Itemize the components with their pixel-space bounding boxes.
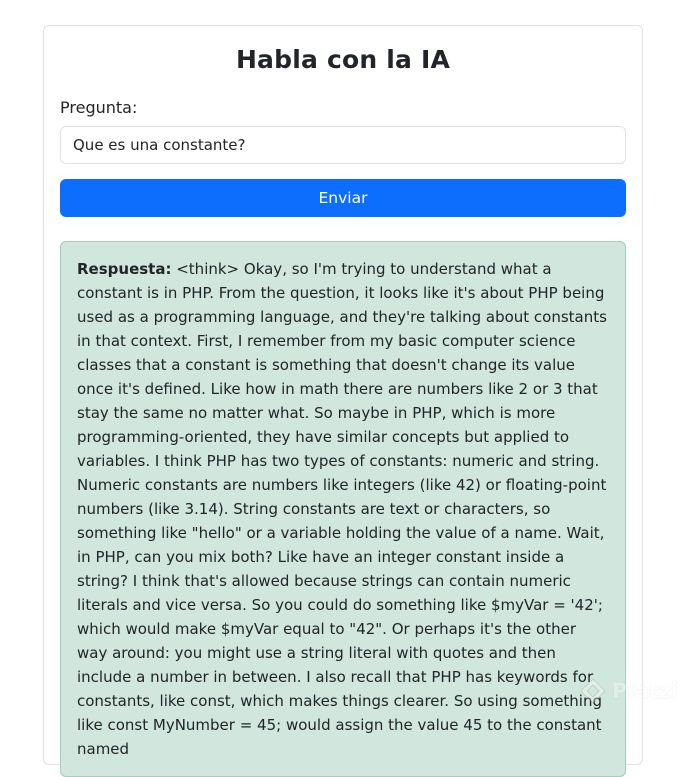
send-button[interactable]: Enviar (60, 179, 626, 217)
page-title: Habla con la IA (235, 45, 451, 74)
chat-card (43, 25, 643, 765)
question-input[interactable] (60, 126, 626, 164)
watermark-text: Platzi (612, 679, 679, 703)
question-label: Pregunta: (60, 98, 138, 117)
response-text: <think> Okay, so I'm trying to understand what a constant is in PHP. From the question, it looks like it's about PHP being used as a programming language, and they're talking about constants in that context. First, I remember from my basic computer science classes that a constant is something that doesn't change its value once it's defined. Like how in math there are numbers like 2 or 3 that stay the same no matter what. So maybe in PHP, which is more programming-oriented, they have similar concepts but applied to variables. I think PHP has two types of constants: numeric and string. Numeric constants are numbers like integers (like 42) or floating-point numbers (like 3.14). String constants are text or characters, so something like "hello" or a variable holding the value of a name. Wait, in PHP, can you mix both? Like have an integer constant inside a string? I think that's allowed because strings can contain numeric literals and vice versa. So you could do something like $myVar = '42'; which would make $myVar equal to "42". Or perhaps it's the other way around: you might use a string literal with quotes and then include a number in between. I also recall that PHP has keywords for constants, like const, which makes things clearer. So using something like const MyNumber = 45; would assign the value 45 to the constant named (77, 260, 607, 758)
response-box (60, 241, 626, 777)
response-label: Respuesta: (77, 260, 172, 278)
